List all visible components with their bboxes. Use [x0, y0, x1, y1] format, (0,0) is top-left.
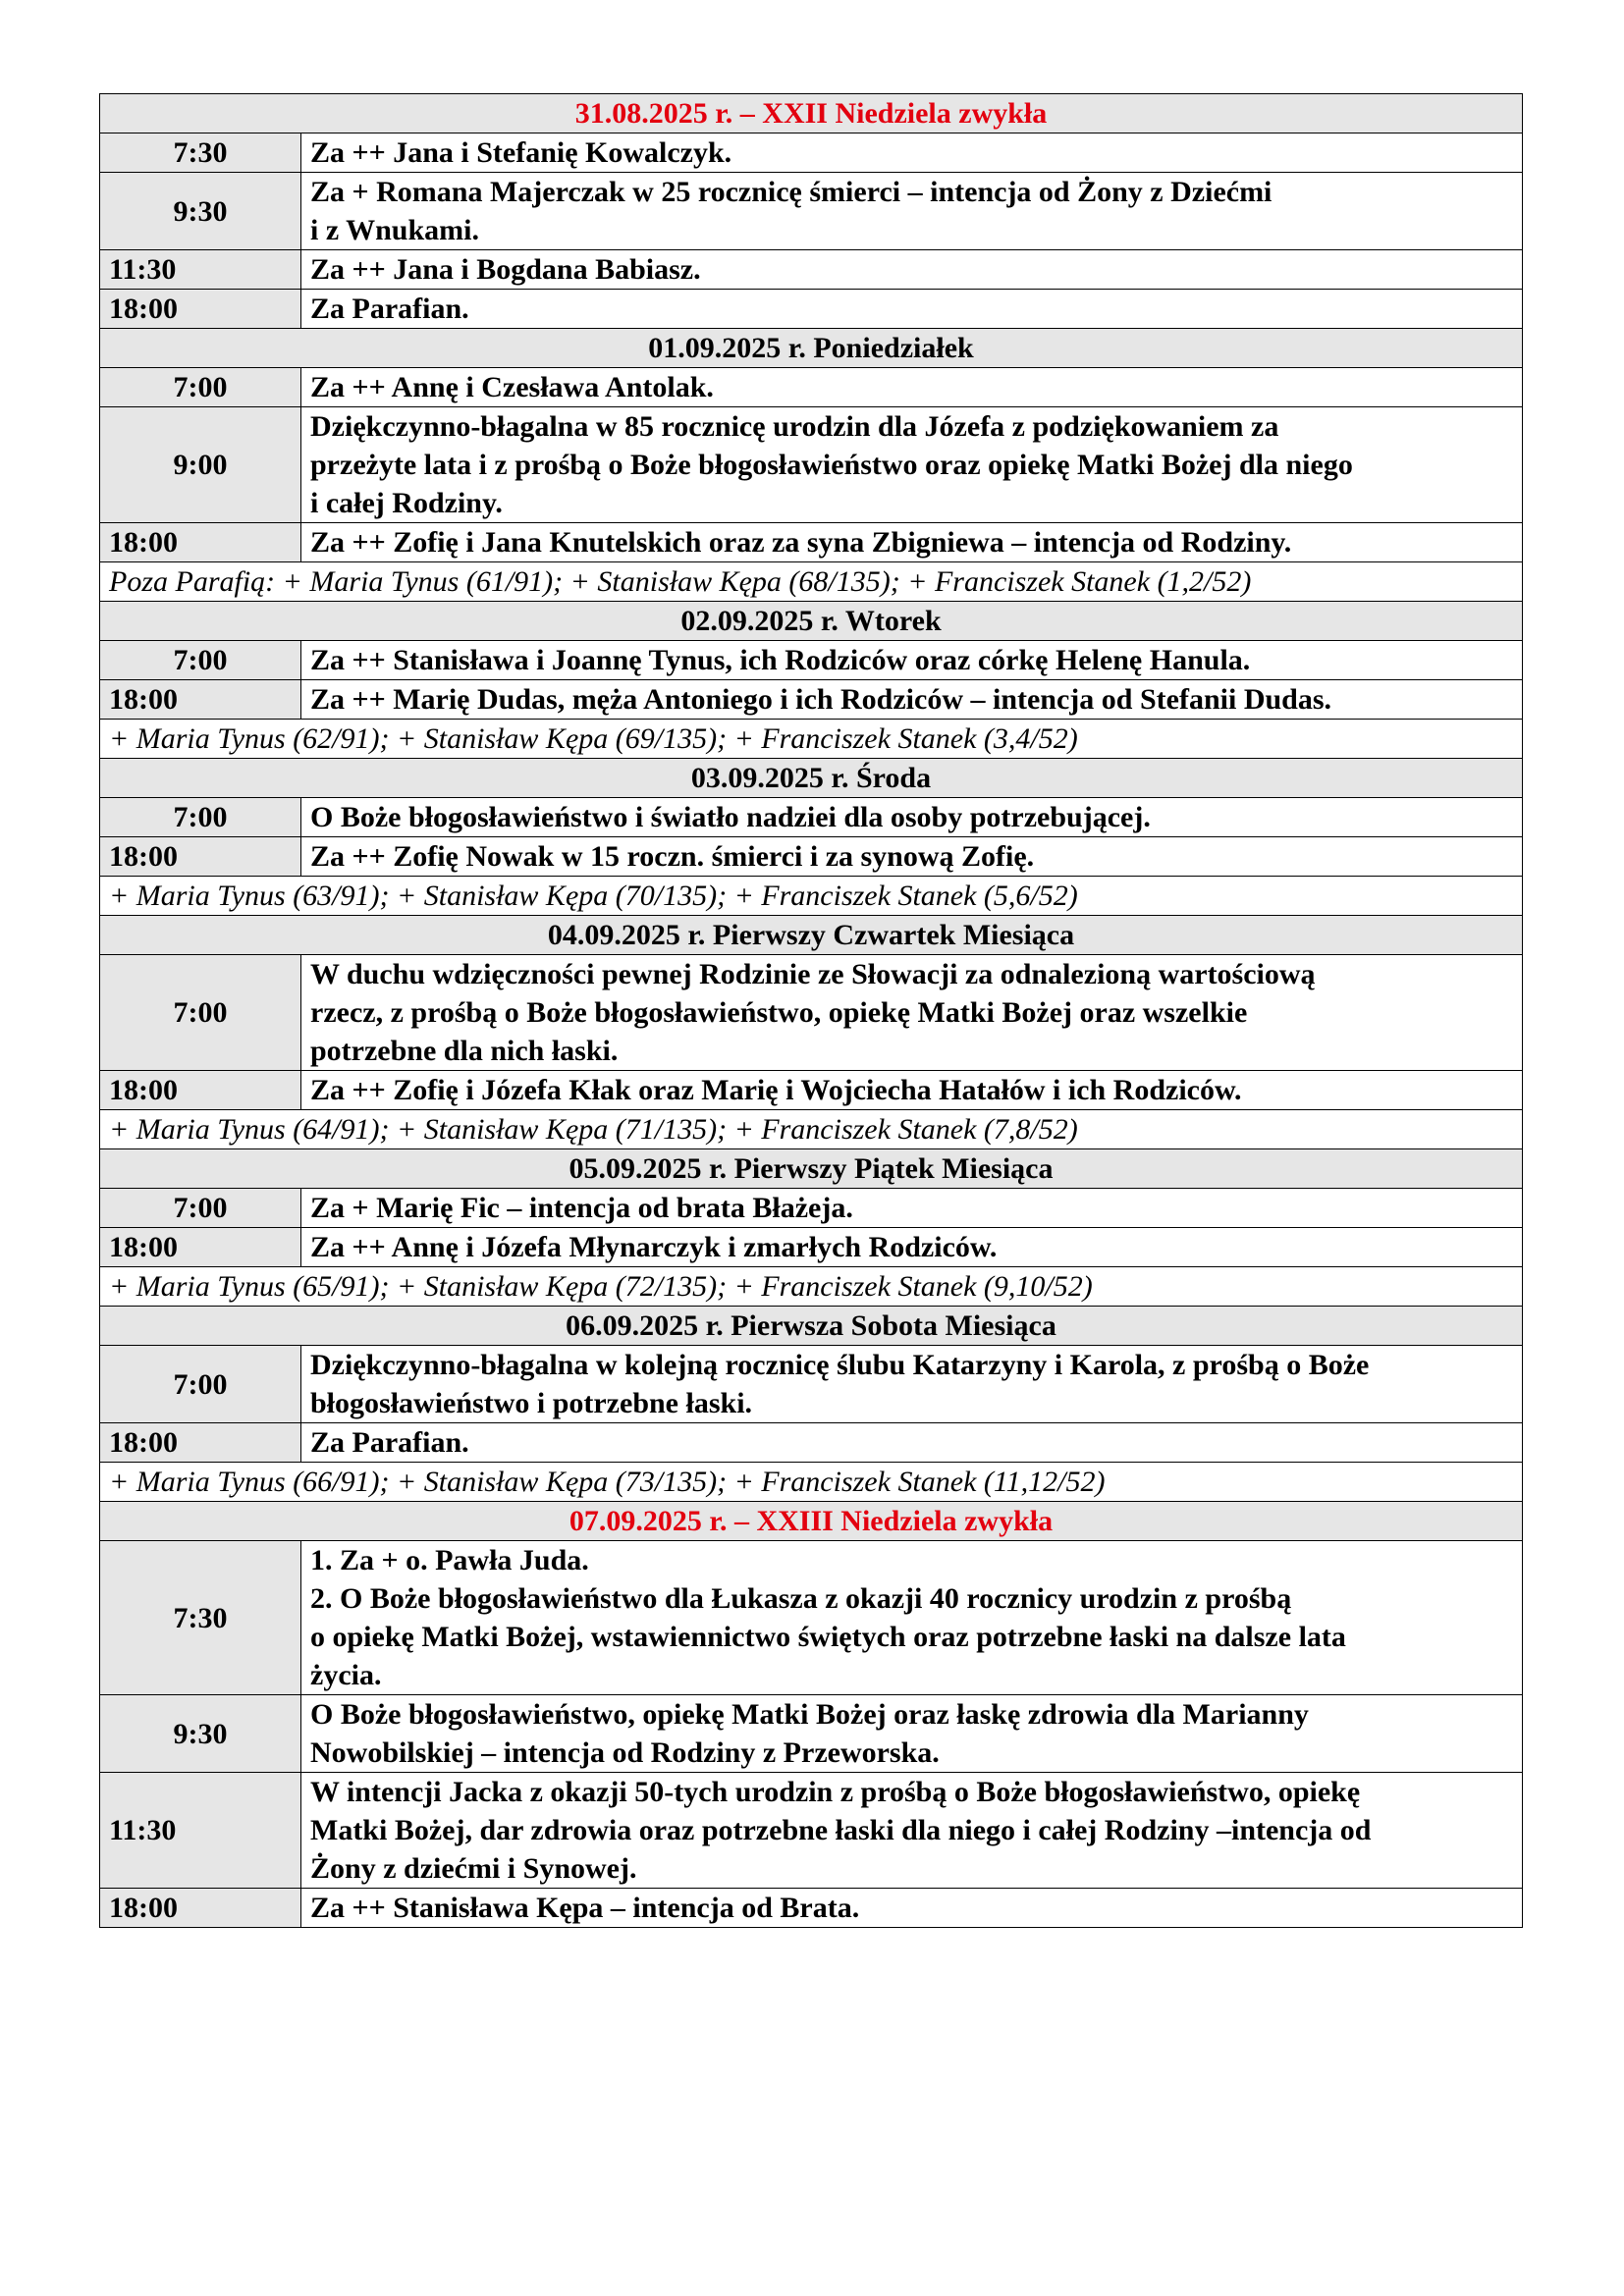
- intention-line: Za + Marię Fic – intencja od brata Błażeja.: [310, 1192, 853, 1224]
- mass-row: [100, 680, 1523, 720]
- remembrance-note-row: [100, 1110, 1523, 1149]
- day-header: 04.09.2025 r. Pierwszy Czwartek Miesiąca: [100, 916, 1523, 955]
- mass-time: 18:00: [100, 680, 301, 720]
- mass-row: [100, 641, 1523, 680]
- mass-row: [100, 1423, 1523, 1463]
- mass-row: [100, 1889, 1523, 1928]
- day-header: 06.09.2025 r. Pierwsza Sobota Miesiąca: [100, 1307, 1523, 1346]
- intention-line: O Boże błogosławieństwo, opiekę Matki Bożej oraz łaskę zdrowia dla Marianny: [310, 1698, 1309, 1731]
- intention-line: przeżyte lata i z prośbą o Boże błogosławieństwo oraz opiekę Matki Bożej dla niego: [310, 449, 1353, 481]
- remembrance-note: + Maria Tynus (63/91); + Stanisław Kępa (70/135); + Franciszek Stanek (5,6/52): [100, 877, 1523, 916]
- mass-time: 18:00: [100, 1228, 301, 1267]
- intention-line: o opiekę Matki Bożej, wstawiennictwo świętych oraz potrzebne łaski na dalsze lata: [310, 1621, 1346, 1653]
- mass-time: 18:00: [100, 1889, 301, 1928]
- intention-line: Za ++ Annę i Czesława Antolak.: [310, 371, 714, 403]
- mass-time: 18:00: [100, 523, 301, 562]
- mass-time: 7:00: [100, 798, 301, 837]
- intention-line: O Boże błogosławieństwo i światło nadziei dla osoby potrzebującej.: [310, 801, 1151, 833]
- remembrance-note-row: [100, 1463, 1523, 1502]
- remembrance-note: + Maria Tynus (64/91); + Stanisław Kępa (71/135); + Franciszek Stanek (7,8/52): [100, 1110, 1523, 1149]
- mass-schedule-table: [99, 93, 1523, 1928]
- intention-line: 2. O Boże błogosławieństwo dla Łukasza z okazji 40 rocznicy urodzin z prośbą: [310, 1582, 1292, 1615]
- mass-row: [100, 955, 1523, 1071]
- mass-row: [100, 1346, 1523, 1423]
- mass-row: [100, 290, 1523, 329]
- intention-line: Za Parafian.: [310, 293, 469, 325]
- day-header: 31.08.2025 r. – XXII Niedziela zwykła: [100, 94, 1523, 133]
- mass-intention: [301, 1071, 1523, 1110]
- mass-row: [100, 250, 1523, 290]
- mass-intention: [301, 798, 1523, 837]
- day-header: 05.09.2025 r. Pierwszy Piątek Miesiąca: [100, 1149, 1523, 1189]
- intention-line: życia.: [310, 1659, 382, 1691]
- mass-intention: [301, 523, 1523, 562]
- day-header-row: [100, 916, 1523, 955]
- intention-line: Za ++ Jana i Stefanię Kowalczyk.: [310, 136, 732, 169]
- intention-line: Za + Romana Majerczak w 25 rocznicę śmierci – intencja od Żony z Dziećmi: [310, 176, 1272, 208]
- day-header: 01.09.2025 r. Poniedziałek: [100, 329, 1523, 368]
- intention-line: błogosławieństwo i potrzebne łaski.: [310, 1387, 753, 1419]
- mass-time: 9:00: [100, 407, 301, 523]
- remembrance-note: + Maria Tynus (66/91); + Stanisław Kępa (73/135); + Franciszek Stanek (11,12/52): [100, 1463, 1523, 1502]
- intention-line: rzecz, z prośbą o Boże błogosławieństwo, opiekę Matki Bożej oraz wszelkie: [310, 996, 1248, 1029]
- intention-line: W duchu wdzięczności pewnej Rodzinie ze Słowacji za odnalezioną wartościową: [310, 958, 1316, 990]
- intention-line: Za ++ Zofię Nowak w 15 roczn. śmierci i za synową Zofię.: [310, 840, 1035, 873]
- mass-intention: [301, 955, 1523, 1071]
- remembrance-note-row: [100, 1267, 1523, 1307]
- mass-intention: [301, 1189, 1523, 1228]
- intention-line: W intencji Jacka z okazji 50-tych urodzin z prośbą o Boże błogosławieństwo, opiekę: [310, 1776, 1361, 1808]
- remembrance-note-row: [100, 562, 1523, 602]
- mass-row: [100, 523, 1523, 562]
- intention-line: Dziękczynno-błagalna w 85 rocznicę urodzin dla Józefa z podziękowaniem za: [310, 410, 1279, 443]
- mass-time: 7:30: [100, 1541, 301, 1695]
- mass-time: 18:00: [100, 1423, 301, 1463]
- mass-time: 7:00: [100, 1346, 301, 1423]
- mass-schedule-body: [100, 94, 1523, 1928]
- intention-line: Za Parafian.: [310, 1426, 469, 1459]
- mass-time: 9:30: [100, 1695, 301, 1773]
- mass-time: 11:30: [100, 1773, 301, 1889]
- mass-intention: [301, 1541, 1523, 1695]
- remembrance-note: Poza Parafią: + Maria Tynus (61/91); + Stanisław Kępa (68/135); + Franciszek Stanek (1,2/52): [100, 562, 1523, 602]
- day-header: 03.09.2025 r. Środa: [100, 759, 1523, 798]
- mass-row: [100, 133, 1523, 173]
- intention-line: Za ++ Zofię i Józefa Kłak oraz Marię i Wojciecha Hatałów i ich Rodziców.: [310, 1074, 1242, 1106]
- mass-intention: [301, 173, 1523, 250]
- day-header-row: [100, 329, 1523, 368]
- mass-intention: [301, 1423, 1523, 1463]
- mass-intention: [301, 680, 1523, 720]
- mass-row: [100, 1541, 1523, 1695]
- intention-line: potrzebne dla nich łaski.: [310, 1035, 619, 1067]
- mass-time: 7:00: [100, 955, 301, 1071]
- remembrance-note-row: [100, 877, 1523, 916]
- intention-line: Za ++ Zofię i Jana Knutelskich oraz za syna Zbigniewa – intencja od Rodziny.: [310, 526, 1292, 559]
- mass-intention: [301, 1228, 1523, 1267]
- remembrance-note-row: [100, 720, 1523, 759]
- intention-line: 1. Za + o. Pawła Juda.: [310, 1544, 589, 1576]
- mass-time: 18:00: [100, 1071, 301, 1110]
- mass-time: 18:00: [100, 837, 301, 877]
- day-header-row: [100, 94, 1523, 133]
- intention-line: Za ++ Stanisława i Joannę Tynus, ich Rodziców oraz córkę Helenę Hanula.: [310, 644, 1251, 676]
- mass-intention: [301, 133, 1523, 173]
- intention-line: Żony z dziećmi i Synowej.: [310, 1852, 637, 1885]
- remembrance-note: + Maria Tynus (62/91); + Stanisław Kępa (69/135); + Franciszek Stanek (3,4/52): [100, 720, 1523, 759]
- mass-time: 7:30: [100, 133, 301, 173]
- mass-intention: [301, 641, 1523, 680]
- intention-line: i całej Rodziny.: [310, 487, 503, 519]
- intention-line: Nowobilskiej – intencja od Rodziny z Przeworska.: [310, 1736, 940, 1769]
- mass-time: 18:00: [100, 290, 301, 329]
- mass-time: 7:00: [100, 1189, 301, 1228]
- mass-row: [100, 837, 1523, 877]
- mass-time: 7:00: [100, 641, 301, 680]
- day-header: 07.09.2025 r. – XXIII Niedziela zwykła: [100, 1502, 1523, 1541]
- mass-row: [100, 1071, 1523, 1110]
- mass-row: [100, 798, 1523, 837]
- mass-row: [100, 1228, 1523, 1267]
- intention-line: i z Wnukami.: [310, 214, 479, 246]
- day-header-row: [100, 1502, 1523, 1541]
- mass-intention: [301, 407, 1523, 523]
- mass-row: [100, 1695, 1523, 1773]
- intention-line: Dziękczynno-błagalna w kolejną rocznicę ślubu Katarzyny i Karola, z prośbą o Boże: [310, 1349, 1370, 1381]
- mass-time: 9:30: [100, 173, 301, 250]
- mass-intention: [301, 1773, 1523, 1889]
- mass-time: 11:30: [100, 250, 301, 290]
- intention-line: Za ++ Marię Dudas, męża Antoniego i ich Rodziców – intencja od Stefanii Dudas.: [310, 683, 1332, 716]
- mass-row: [100, 368, 1523, 407]
- mass-intention: [301, 368, 1523, 407]
- day-header-row: [100, 1307, 1523, 1346]
- mass-intention: [301, 1346, 1523, 1423]
- day-header-row: [100, 1149, 1523, 1189]
- intention-line: Za ++ Stanisława Kępa – intencja od Brata.: [310, 1892, 860, 1924]
- mass-intention: [301, 250, 1523, 290]
- intention-line: Za ++ Jana i Bogdana Babiasz.: [310, 253, 701, 286]
- mass-row: [100, 407, 1523, 523]
- intention-line: Matki Bożej, dar zdrowia oraz potrzebne łaski dla niego i całej Rodziny –intencja od: [310, 1814, 1372, 1846]
- mass-intention: [301, 290, 1523, 329]
- remembrance-note: + Maria Tynus (65/91); + Stanisław Kępa (72/135); + Franciszek Stanek (9,10/52): [100, 1267, 1523, 1307]
- mass-row: [100, 1189, 1523, 1228]
- mass-row: [100, 1773, 1523, 1889]
- day-header-row: [100, 759, 1523, 798]
- mass-intention: [301, 837, 1523, 877]
- day-header: 02.09.2025 r. Wtorek: [100, 602, 1523, 641]
- day-header-row: [100, 602, 1523, 641]
- mass-row: [100, 173, 1523, 250]
- intention-line: Za ++ Annę i Józefa Młynarczyk i zmarłych Rodziców.: [310, 1231, 998, 1263]
- mass-intention: [301, 1695, 1523, 1773]
- mass-intention: [301, 1889, 1523, 1928]
- mass-time: 7:00: [100, 368, 301, 407]
